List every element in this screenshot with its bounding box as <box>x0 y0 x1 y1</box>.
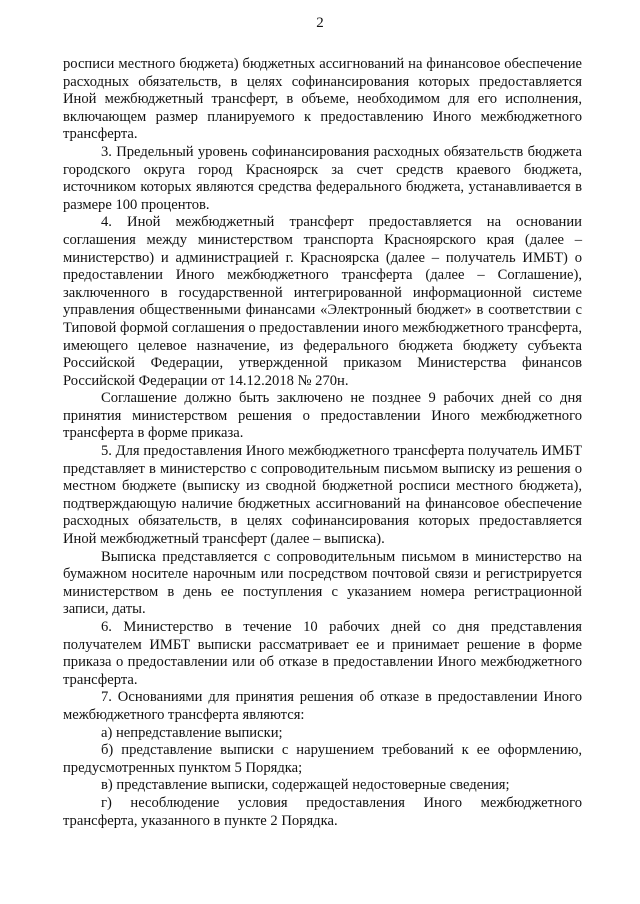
document-body <box>63 56 582 830</box>
paragraph-4-agreement-basis: 4. Иной межбюджетный трансферт предоставляется на основании соглашения между министерством транспорта Красноярского края (далее – министерство) и администрацией г. Красноярска (далее – получатель ИМБТ) о предоставлении Иного межбюджетного трансферта (далее – Соглашение), заключенного в государственной интегрированной информационной системе управления общественными финансами «Электронный бюджет» в соответствии с Типовой формой соглашения о предоставлении иного межбюджетного трансферта, имеющего целевое назначение, из федерального бюджета бюджету субъекта Российской Федерации, утвержденной приказом Министерства финансов Российской Федерации от 14.12.2018 № 270н. <box>63 214 582 389</box>
paragraph-4-agreement-deadline: Соглашение должно быть заключено не позднее 9 рабочих дней со дня принятия министерством решения о предоставлении Иного межбюджетного трансферта в форме приказа. <box>63 390 582 442</box>
list-item-v: в) представление выписки, содержащей недостоверные сведения; <box>101 777 510 794</box>
paragraph-6-review: 6. Министерство в течение 10 рабочих дней со дня представления получателем ИМБТ выписки рассматривает ее и принимает решение в форме приказа о предоставлении или об отказе в предоставлении Иного межбюджетного трансферта. <box>63 619 582 688</box>
paragraph-5-submission: 5. Для предоставления Иного межбюджетного трансферта получатель ИМБТ представляет в министерство с сопроводительным письмом выписку из решения о местном бюджете (выписку из сводной бюджетной росписи местного бюджета), подтверждающую наличие бюджетных ассигнований на финансовое обеспечение расходных обязательств, в целях софинансирования которых предоставляется Иной межбюджетный трансферт (далее – выписка). <box>63 443 582 548</box>
list-item-b: б) представление выписки с нарушением требований к ее оформлению, предусмотренных пунктом 5 Порядка; <box>63 742 582 776</box>
list-item-g: г) несоблюдение условия предоставления Иного межбюджетного трансферта, указанного в пункте 2 Порядка. <box>63 794 582 829</box>
list-item-a: а) непредставление выписки; <box>101 724 283 741</box>
paragraph-5-registration: Выписка представляется с сопроводительным письмом в министерство на бумажном носителе нарочным или посредством почтовой связи и регистрируется министерством в день ее поступления с указанием номера регистрационной записи, даты. <box>63 548 582 618</box>
paragraph-continuation: росписи местного бюджета) бюджетных ассигнований на финансовое обеспечение расходных обязательств, в целях софинансирования которых предоставляется Иной межбюджетный трансферт, в объеме, необходимом для его исполнения, включающем размер планируемого к предоставлению Иного межбюджетного трансферта. <box>63 56 582 143</box>
paragraph-3-cofinancing-level: 3. Предельный уровень софинансирования расходных обязательств бюджета городского округа город Красноярск за счет средств краевого бюджета, источником которых являются средства федерального бюджета, устанавливается в размере 100 процентов. <box>63 143 582 213</box>
page-number: 2 <box>316 15 324 31</box>
paragraph-7-refusal-grounds: 7. Основаниями для принятия решения об отказе в предоставлении Иного межбюджетного трансферта являются: <box>63 689 582 723</box>
